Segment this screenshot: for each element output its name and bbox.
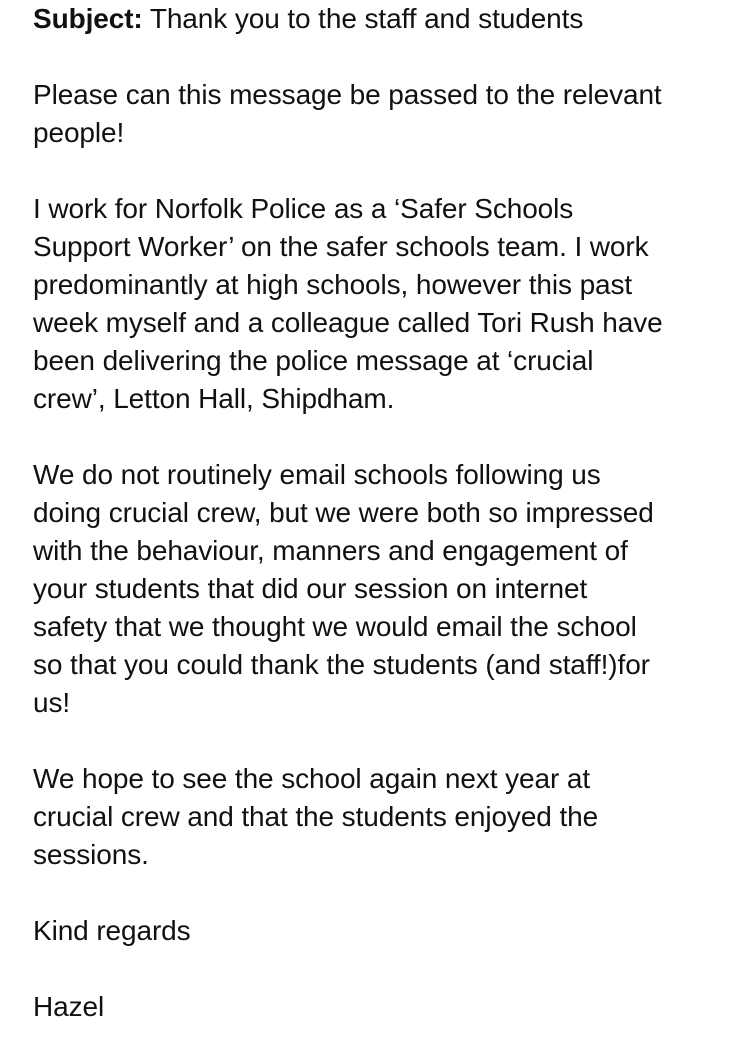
spacer bbox=[33, 950, 723, 988]
paragraph-request bbox=[33, 76, 723, 152]
paragraph-line: crew’, Letton Hall, Shipdham. bbox=[33, 383, 395, 414]
paragraph-thanks bbox=[33, 456, 723, 722]
paragraph-line: sessions. bbox=[33, 839, 149, 870]
subject-label: Subject: bbox=[33, 3, 143, 34]
paragraph-line: been delivering the police message at ‘crucial bbox=[33, 345, 594, 376]
email-body bbox=[33, 0, 723, 1026]
email-subject bbox=[33, 0, 723, 38]
spacer bbox=[33, 152, 723, 190]
paragraph-line: I work for Norfolk Police as a ‘Safer Schools bbox=[33, 193, 574, 224]
paragraph-line: We do not routinely email schools following us bbox=[33, 459, 601, 490]
sign-off-line: Kind regards bbox=[33, 915, 191, 946]
signature bbox=[33, 988, 723, 1026]
paragraph-introduction bbox=[33, 190, 723, 418]
paragraph-line: Support Worker’ on the safer schools team. I work bbox=[33, 231, 649, 262]
paragraph-line: predominantly at high schools, however this past bbox=[33, 269, 633, 300]
spacer bbox=[33, 418, 723, 456]
paragraph-line: so that you could thank the students (and staff!)for bbox=[33, 649, 650, 680]
spacer bbox=[33, 38, 723, 76]
paragraph-line: with the behaviour, manners and engagement of bbox=[33, 535, 628, 566]
paragraph-line: week myself and a colleague called Tori Rush have bbox=[33, 307, 663, 338]
signature-name: Hazel bbox=[33, 991, 105, 1022]
paragraph-line: crucial crew and that the students enjoyed the bbox=[33, 801, 599, 832]
paragraph-line: safety that we thought we would email the school bbox=[33, 611, 637, 642]
paragraph-line: your students that did our session on internet bbox=[33, 573, 588, 604]
spacer bbox=[33, 722, 723, 760]
paragraph-line: We hope to see the school again next year at bbox=[33, 763, 591, 794]
paragraph-line: us! bbox=[33, 687, 71, 718]
sign-off bbox=[33, 912, 723, 950]
paragraph-line: people! bbox=[33, 117, 125, 148]
paragraph-line: doing crucial crew, but we were both so impressed bbox=[33, 497, 654, 528]
spacer bbox=[33, 874, 723, 912]
paragraph-line: Please can this message be passed to the relevant bbox=[33, 79, 662, 110]
paragraph-hope bbox=[33, 760, 723, 874]
subject-text: Thank you to the staff and students bbox=[142, 3, 584, 34]
